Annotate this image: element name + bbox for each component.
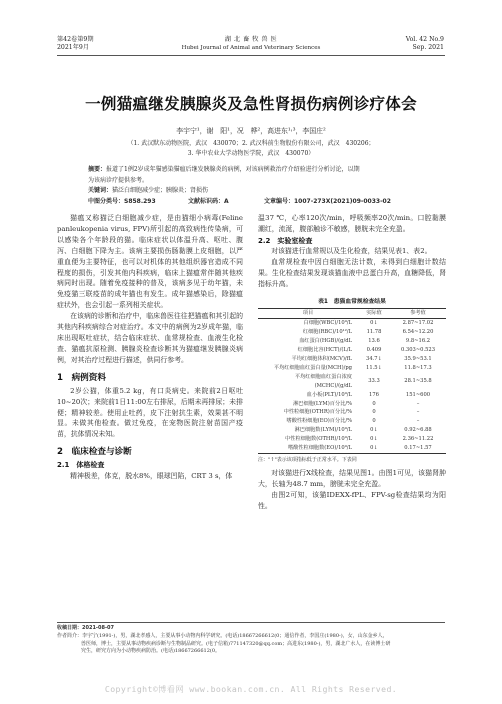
footnote-rule bbox=[57, 622, 445, 623]
table-row bbox=[258, 417, 446, 426]
table-row bbox=[258, 337, 446, 346]
table-cell-reference: 6.54~12.20 bbox=[402, 329, 434, 336]
table-cell-actual: 0 bbox=[372, 418, 376, 425]
footnote bbox=[57, 625, 447, 656]
table-header-actual: 实际值 bbox=[366, 310, 382, 317]
blood-routine-table bbox=[258, 308, 446, 454]
volume-label: 第42卷第9期 bbox=[57, 36, 94, 43]
date-label-en: Sep. 2021 bbox=[412, 44, 444, 51]
issue-info-en bbox=[406, 36, 444, 52]
table-cell-item: 淋巴细胞数(LYM)/10⁹/L bbox=[294, 427, 352, 434]
section-1-title: 1 病例资料 bbox=[57, 372, 106, 383]
table-cell-reference: 0.92~6.88 bbox=[404, 427, 432, 434]
table-cell-item: 红细胞(RBC)/10¹²/L bbox=[302, 329, 352, 336]
table-cell-actual: 0.409 bbox=[366, 347, 382, 354]
journal-name-cn: 湖 北 畜 牧 兽 医 bbox=[224, 36, 278, 43]
table-cell-reference: – bbox=[416, 409, 420, 416]
table-cell-reference: 2.36~11.22 bbox=[402, 436, 434, 443]
article-id: 文章编号：1007-273X(2021)09-0033-02 bbox=[264, 198, 391, 205]
table-cell-item: 中性粒细胞数(OTHR)/10⁹/L bbox=[285, 436, 352, 443]
table-cell-actual: 0↓ bbox=[370, 320, 378, 327]
volume-label-en: Vol. 42 No.9 bbox=[405, 36, 444, 43]
xray-paragraph: 对该猫进行X线检查，结果见图1。由图1可见，该猫肾肿大，长轴为48.7 mm，膀胱未完全充盈。 bbox=[258, 468, 446, 488]
table-header-reference: 参考值 bbox=[410, 310, 426, 317]
table-header-item: 项目 bbox=[302, 310, 314, 317]
section-2-title: 2 临床检查与诊断 bbox=[57, 447, 132, 458]
table-cell-reference: 0.303~0.523 bbox=[400, 347, 436, 354]
table-cell-item: 平均红细胞体积(MCV)/fL bbox=[291, 355, 352, 362]
case-paragraph: 2岁公猫，体重5.2 kg，有口炎病史。来院前2日呕吐10~20次；来院前1日11:00左右排尿，后期未再排尿；未排便；精神较差。使用止吐药，皮下注射抗生素，效果甚不明显。未做其他检查。做过免疫，在宠物医院注射苗国产疫苗，抗体情况未知。 bbox=[57, 386, 243, 439]
keywords bbox=[88, 187, 428, 196]
table-cell-item: 中性粒细胞(OTHR)百分比/% bbox=[283, 409, 352, 416]
table-cell-item: 平均红细胞血红蛋白量(MCH)/pg bbox=[273, 364, 352, 371]
author-info-1: 作者简介：李宇宁(1991-)，男，湖北孝感人，主要从事小动物内科学研究。(电话)18667266612(0；通信作者，李国庄(1980-)，女，山东金乡人， bbox=[57, 632, 388, 639]
intro-paragraph-2: 在该病的诊断和治疗中，临床兽医往往把猫瘟和其引起的其他内科疾病综合对症治疗。本文中的病例为2岁成年猫，临床出现呕吐症状，结合临床症状、血常规检查、血液生化检查、猫瘟抗原检测、胰腺炎检查诊断其为猫瘟继发胰腺炎病例，对其治疗过程进行描述，供同行参考。 bbox=[57, 312, 243, 364]
received-date: 收稿日期：2021-08-07 bbox=[57, 625, 114, 631]
keywords-text: 猫泛白细胞减少症；胰腺炎；肾损伤 bbox=[112, 187, 209, 194]
table-row bbox=[258, 328, 446, 337]
subsection-2-1-title: 2.1 体格检查 bbox=[57, 461, 105, 470]
table-cell-actual: 0↓ bbox=[370, 427, 378, 434]
table-cell-actual: 34.7↓ bbox=[366, 355, 382, 362]
table-cell-reference: 35.9~53.1 bbox=[404, 355, 432, 362]
abstract bbox=[88, 166, 428, 185]
table-row bbox=[258, 364, 446, 373]
table-cell-actual: 176 bbox=[369, 391, 379, 398]
table-cell-item: 嗜酸性粉细胞(EO)百分比/% bbox=[286, 418, 352, 425]
table-cell-reference: 151~600 bbox=[405, 391, 431, 398]
table-cell-item: 红细胞比容(HCT)/(L/L bbox=[297, 347, 352, 354]
table-cell-actual: 11.78 bbox=[366, 329, 382, 336]
table-row bbox=[258, 319, 446, 328]
exam-paragraph: 精神极差，体克，脱水8%，眼球凹陷，CRT 3 s，体 bbox=[70, 472, 233, 481]
table-cell-item: 血红蛋白(HGB)/(g/dL bbox=[299, 338, 352, 345]
blood-paragraph: 血常规检查中因白细胞无法计数，未得到白细胞计数结果。生化检查结果发现该猫血液中总蛋白升高，血糖降低，肾指标升高。 bbox=[258, 257, 446, 288]
abstract-label: 摘要： bbox=[88, 166, 107, 173]
affiliation-line-2: 3. 华中农业大学动物医学院，武汉 430070） bbox=[187, 150, 315, 157]
table-cell-actual: 13.6 bbox=[368, 338, 380, 345]
table-cell-actual: 0↓ bbox=[370, 445, 378, 452]
author-info-3: 究生，研究方向为小动物疾病防治。(电话)18667266612(0。 bbox=[81, 648, 221, 655]
header-rule bbox=[57, 55, 445, 56]
table-cell-item: 平均红细胞血红蛋白浓度(MCHC)/(g/dL bbox=[294, 373, 352, 389]
table-cell-actual: 11.5↓ bbox=[366, 364, 382, 371]
test-paragraph: 由图2可知，该猫IDEXX-fPL、FPV-sg检查结果均为阳性。 bbox=[258, 490, 446, 510]
table-cell-item: 淋巴细胞(LYM)百分比/% bbox=[293, 400, 352, 407]
table-note: 注："↑"表示该项指标低于正常水平。下表同 bbox=[258, 456, 357, 463]
table-row bbox=[258, 355, 446, 364]
table-row bbox=[258, 373, 446, 391]
table-row bbox=[258, 408, 446, 417]
table-row bbox=[258, 444, 446, 453]
table-row bbox=[258, 391, 446, 400]
affiliation-line-1: （1. 武汉默东动物医院，武汉 430070；2. 武汉科前生物股份有限公司，武汉 430206； bbox=[127, 140, 375, 147]
intro-paragraph-1: 猫瘟又称猫泛白细胞减少症，是由猫细小病毒(Feline panleukopenia virus, FPV)所引起的高致病性传染病，可以感染各个年龄段的猫。临床症状以体温升高、呕吐、腹泻、白细胞下降为主。该病主要损伤肠黏膜上皮细胞，以严重血便为主要特征，也可以对机体的其他组织器官造成不同程度的损伤，引发其他内科疾病，临床上猫瘟常伴随其他疾病同时出现。随着免疫接种的普及，该病多见于幼年猫，未免疫猫三联疫苗的成年猫也有发生。成年猫感染后，除猫瘟症状外，也会引起一系列相关症状。 bbox=[57, 214, 243, 310]
clc-number: 中图分类号：S858.293 bbox=[88, 198, 156, 205]
document-code: 文献标识码：A bbox=[188, 198, 229, 205]
table-cell-actual: 0 bbox=[372, 400, 376, 407]
left-column bbox=[57, 213, 243, 482]
table-cell-reference: – bbox=[416, 418, 420, 425]
article-title: 一例猫瘟继发胰腺炎及急性肾损伤病例诊疗体会 bbox=[85, 94, 417, 113]
table-cell-reference: 9.8~16.2 bbox=[405, 338, 431, 345]
subsection-2-2-title: 2.2 实验室检查 bbox=[258, 236, 313, 245]
right-column bbox=[258, 213, 446, 512]
abstract-text-2: 为该病诊疗提供参考。 bbox=[88, 176, 149, 184]
journal-name bbox=[140, 36, 362, 52]
table-row bbox=[258, 400, 446, 409]
abstract-text-1: 报道了1例2岁成年猫感染猫瘟后继发胰腺炎的病例，对该病例救治疗介绍验进行分析讨论，以期 bbox=[106, 166, 360, 173]
table-cell-reference: 28.1~35.8 bbox=[404, 378, 432, 385]
table-cell-actual: 33.3 bbox=[368, 378, 380, 385]
journal-name-en: Hubei Journal of Animal and Veterinary Sciences bbox=[181, 45, 321, 51]
table-row bbox=[258, 346, 446, 355]
author-info-2: 兽医师，博士，主要从事动物疾病诊断与生物制品研究。(电子信箱)771147320@qq.com；高进东(1980-)，男，湖北广水人，在读博士研 bbox=[81, 640, 391, 647]
lab-paragraph: 对该猫进行血常规以及生化检查，结果见表1、表2。 bbox=[271, 246, 432, 255]
table-cell-item: 嗜酸性粒细胞数(EO)/10⁹/L bbox=[287, 445, 352, 452]
table-cell-reference: – bbox=[416, 400, 420, 407]
table-cell-reference: 0.17~1.57 bbox=[404, 445, 432, 452]
table-cell-actual: 0 bbox=[372, 409, 376, 416]
table-cell-reference: 11.8~17.3 bbox=[404, 364, 432, 371]
issue-info bbox=[57, 36, 94, 52]
date-label: 2021年9月 bbox=[57, 44, 90, 51]
table-row bbox=[258, 435, 446, 444]
table-cell-item: 血小板(PLT)/10⁹/L bbox=[306, 391, 352, 398]
table-row bbox=[258, 426, 446, 435]
keywords-label: 关键词： bbox=[88, 187, 113, 194]
table-title: 表1 患猫血常规检查结果 bbox=[318, 299, 386, 306]
table-cell-reference: 2.87~17.02 bbox=[402, 320, 434, 327]
copyright-watermark: Copyright©博看网 www.bookan.com.cn. All Rights Reserved. bbox=[104, 684, 398, 694]
table-cell-item: 白细胞(WBC)/10⁹/L bbox=[303, 320, 352, 327]
vitals-paragraph: 温37 ℃，心率120次/min，呼吸频率20次/min。口腔黏膜潮红，流涎，腹部触诊不敏感，膀胱未完全充盈。 bbox=[258, 214, 446, 233]
table-cell-actual: 0↓ bbox=[370, 436, 378, 443]
authors: 李宇宁¹，谢 阳¹，况 桦²，高进东¹˒³，李国庄² bbox=[176, 127, 326, 135]
